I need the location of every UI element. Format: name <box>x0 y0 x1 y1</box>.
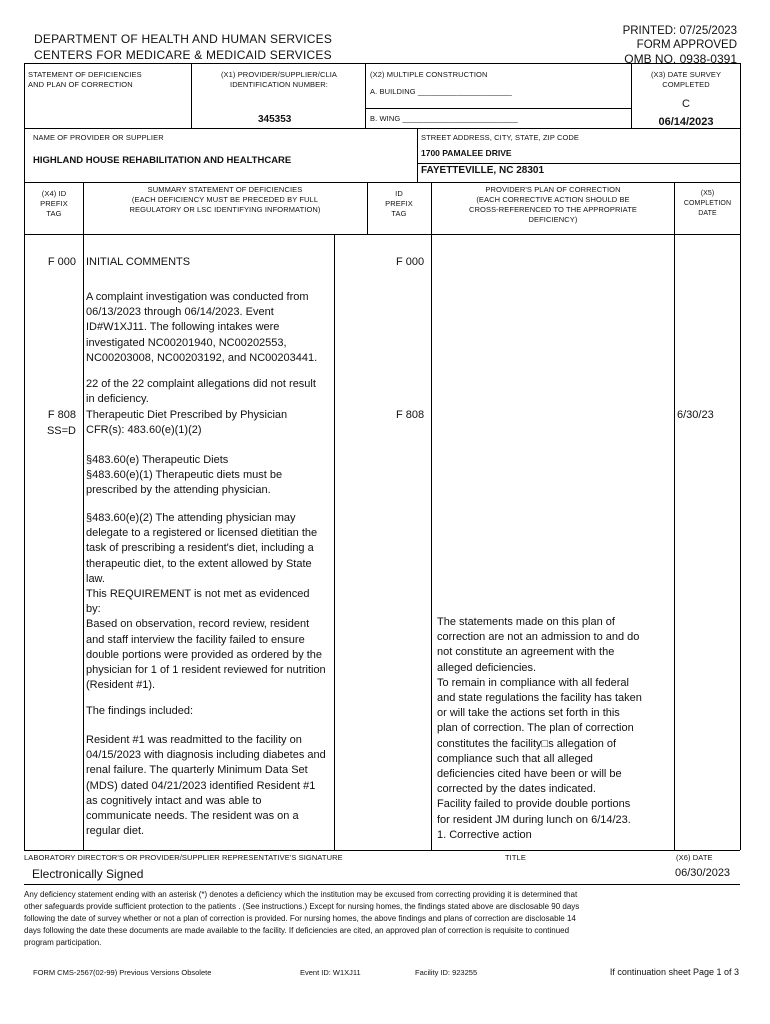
signature-date-label: (X6) DATE <box>676 853 713 862</box>
scope-severity: SS=D <box>46 425 76 437</box>
rule <box>365 63 366 128</box>
printed-date: PRINTED: 07/25/2023 <box>622 25 737 37</box>
allegations-paragraph: 22 of the 22 complaint allegations did not result in deficiency. <box>86 378 316 406</box>
col-x4-header: (X4) ID PREFIX TAG <box>40 189 68 218</box>
provider-name: HIGHLAND HOUSE REHABILITATION AND HEALTHCARE <box>33 155 292 166</box>
f808-title: Therapeutic Diet Prescribed by Physician CFR(s): 483.60(e)(1)(2) <box>86 409 288 437</box>
rule <box>24 234 740 235</box>
col-id-header: ID PREFIX TAG <box>385 189 413 218</box>
id-f808: F 808 <box>396 409 425 421</box>
rule <box>674 182 675 850</box>
therapeutic-diets-paragraph: §483.60(e) Therapeutic Diets §483.60(e)(1) Therapeutic diets must be prescribed by the attending physician. <box>86 454 283 497</box>
signature-date: 06/30/2023 <box>675 867 731 879</box>
x3-label: (X3) DATE SURVEY COMPLETED <box>650 70 722 89</box>
rule <box>24 850 740 851</box>
wing-line: B. WING ___________________________ <box>370 114 518 123</box>
tag-f808: F 808 <box>47 409 76 421</box>
rule <box>191 63 192 128</box>
rule <box>24 63 25 850</box>
findings-label: The findings included: <box>86 705 194 717</box>
col-summary-header: SUMMARY STATEMENT OF DEFICIENCIES (EACH DEFICIENCY MUST BE PRECEDED BY FULL REGULATORY OR LSC IDENTIFYING INFORMATION) <box>129 185 321 214</box>
plan-of-correction-text: The statements made on this plan of correction are not an admission to and do not constitute an agreement with the alleged deficiencies. To remain in compliance with all federal and state regulations the facility has taken or will take the actions set forth in this plan of correction. The plan of correction constitutes the facility□s allegation of compliance such that all alleged deficiencies cited have been or will be corrected by the dates indicated. Facility failed to provide double portions for resident JM during lunch on 6/14/23. 1. Corrective action <box>437 616 642 841</box>
x1-label: (X1) PROVIDER/SUPPLIER/CLIA IDENTIFICATION NUMBER: <box>220 70 338 89</box>
rule <box>334 234 335 850</box>
x2-label: (X2) MULTIPLE CONSTRUCTION <box>370 70 488 79</box>
delegation-paragraph: §483.60(e)(2) The attending physician may delegate to a registered or licensed dietitian the task of prescribing a resident's diet, including a therapeutic diet, to the extent allowed by State law. This REQUIREMENT is not met as evidenced by: Based on observation, record review, resident and staff interview the facility failed to ensure double portions were provided as ordered by the physician for 1 of 1 resident reviewed for nutrition (Resident #1). <box>86 512 326 692</box>
col-x5-header: (X5) COMPLETION DATE <box>683 190 732 217</box>
rule <box>24 182 740 183</box>
resident-paragraph: Resident #1 was readmitted to the facility on 04/15/2023 with diagnosis including diabetes and renal failure. The quarterly Minimum Data Set (MDS) dated 04/21/2023 identified Resident #1 as cognitively intact and was able to communicate needs. The resident was on a regular diet. <box>86 734 326 838</box>
address-line-2: FAYETTEVILLE, NC 28301 <box>421 165 545 176</box>
rule <box>24 884 740 885</box>
rule <box>740 63 741 850</box>
facility-id: Facility ID: 923255 <box>415 968 478 977</box>
address-line-1: 1700 PAMALEE DRIVE <box>421 148 512 158</box>
statement-label: STATEMENT OF DEFICIENCIES AND PLAN OF CORRECTION <box>28 70 142 89</box>
omb-number: OMB NO. 0938-0391 <box>624 52 737 66</box>
complaint-paragraph: A complaint investigation was conducted from 06/13/2023 through 06/14/2023. Event ID#W1XJ11. The following intakes were investigated NC00201940, NC00202553, NC00203008, NC00203192, and NC00203441. <box>86 291 318 364</box>
building-line: A. BUILDING ______________________ <box>370 87 512 96</box>
rule <box>83 182 84 850</box>
survey-date: 06/14/2023 <box>658 116 714 128</box>
address-label: STREET ADDRESS, CITY, STATE, ZIP CODE <box>421 133 580 142</box>
col-plan-header: PROVIDER'S PLAN OF CORRECTION (EACH CORRECTIVE ACTION SHOULD BE CROSS-REFERENCED TO THE APPROPRIATE DEFICIENCY) <box>469 185 637 224</box>
rule <box>24 128 740 129</box>
tag-f000: F 000 <box>47 256 76 268</box>
form-meta <box>623 24 737 66</box>
disclaimer: Any deficiency statement ending with an asterisk (*) denotes a deficiency which the institution may be excused from correcting providing it is determined that other safeguards provide sufficient protection to the patients . (See instructions.) Except for nursing homes, the findings stated above are disclosable 90 days following the date of survey whether or not a plan of correction is provided. For nursing homes, the above findings and plans of correction are disclosable 14 days following the date these documents are made available to the facility. If deficiencies are cited, an approved plan of correction is requisite to continued program participation. <box>24 890 580 947</box>
id-f000: F 000 <box>396 256 425 268</box>
signature-label: LABORATORY DIRECTOR'S OR PROVIDER/SUPPLIER REPRESENTATIVE'S SIGNATURE <box>24 853 343 862</box>
rule <box>431 182 432 850</box>
agency-header <box>34 31 332 63</box>
title-label: TITLE <box>505 853 526 862</box>
event-id: Event ID: W1XJ11 <box>300 968 361 977</box>
rule <box>417 163 740 164</box>
page-indicator: If continuation sheet Page 1 of 3 <box>609 967 739 977</box>
dept-line-1: DEPARTMENT OF HEALTH AND HUMAN SERVICES <box>34 32 333 46</box>
signature-value: Electronically Signed <box>32 867 144 881</box>
dept-line-2: CENTERS FOR MEDICARE & MEDICAID SERVICES <box>34 48 332 62</box>
completion-date: 6/30/23 <box>677 409 714 421</box>
provider-label: NAME OF PROVIDER OR SUPPLIER <box>33 133 164 142</box>
form-id: FORM CMS-2567(02-99) Previous Versions Obsolete <box>33 968 212 977</box>
rule <box>417 128 418 182</box>
provider-id: 345353 <box>258 114 292 125</box>
rule <box>24 63 740 64</box>
form-approved: FORM APPROVED <box>636 39 737 51</box>
rule <box>631 63 632 128</box>
initial-comments-title: INITIAL COMMENTS <box>86 256 191 268</box>
survey-code: C <box>682 98 690 110</box>
rule <box>365 108 631 109</box>
